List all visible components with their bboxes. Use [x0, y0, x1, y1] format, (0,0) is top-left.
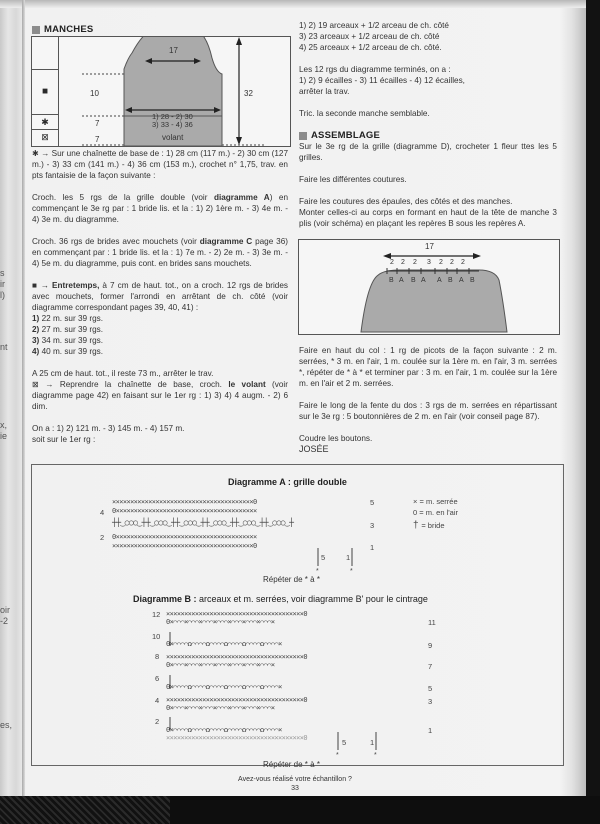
- row-number: 12: [152, 610, 161, 619]
- text: à 7 cm de haut. tot., on a croch. 12 rgs de brides avec mouchets, former l'arrondi en arrêtant de ch. côté (voir diagramme correspondant pages 39, 40, 41) :: [32, 281, 289, 312]
- para-seconde: Tric. la seconde manche semblable.: [299, 109, 430, 118]
- bleed-text: ir: [0, 279, 5, 289]
- diagram-b-row-4: ××××××××××××××××××××××××××××××××××××××0: [166, 696, 307, 704]
- diagram-b-row-5: 0×⌒⌒⌒⌒ꭥ⌒⌒⌒⌒ꭥ⌒⌒⌒⌒ꭥ⌒⌒⌒⌒ꭥ⌒⌒⌒⌒ꭥ⌒⌒⌒⌒×: [166, 683, 282, 691]
- row-number: 4: [100, 508, 105, 517]
- size-text: 40 m. sur 39 rgs.: [41, 347, 103, 356]
- marker-label: A: [437, 277, 442, 284]
- bleed-text: ie: [0, 431, 8, 441]
- bleed-text: -2: [0, 616, 9, 626]
- scan-texture: [0, 796, 170, 824]
- text: ■ →: [32, 281, 53, 290]
- arceaux-line: 4) 25 arceaux + 1/2 arceau de ch. côté.: [299, 43, 442, 52]
- diagram-c-ref: diagramme C: [199, 237, 253, 246]
- pleat-count: 2: [439, 259, 443, 266]
- arrowhead: [236, 37, 242, 45]
- pleat-count: 2: [461, 259, 465, 266]
- diagram-b-row-8: ××××××××××××××××××××××××××××××××××××××0: [166, 653, 307, 661]
- size-num: 3): [32, 336, 40, 345]
- section-height-label: 7: [95, 119, 100, 128]
- marker-label: B: [448, 277, 453, 284]
- repeat-count: 5: [321, 553, 326, 562]
- para-col: Faire en haut du col : 1 rg de picots de la façon suivante : 2 m. serrées, * 3 m. en l'air, 1 m. coulée sur la 1ère m. en l'air, 3 m. serrées *, répéter de * à * et terminer par : 3 m. en l'air, 1 m. coulée sur la 1ère m. en l'air et 2 m. serrées.: [299, 346, 557, 388]
- marker-label: A: [421, 277, 426, 284]
- text: ⊠ → Reprendre la chaînette de base, croch.: [32, 380, 229, 389]
- diagram-b-title: [133, 594, 428, 604]
- text: Croch. 36 rgs de brides avec mouchets (voir: [32, 237, 200, 246]
- boxed-x-icon: ⊠: [41, 132, 49, 142]
- para-epaules: Faire les coutures des épaules, des côtés et des manches.: [299, 197, 513, 206]
- text: page 36) en commençant par : 1 bride lis. et la : 1) 7e m. - 2) 2e m. - 3) 3e m. - 4) 5e m. du diagramme, puis cont. en brides sans mouchets.: [32, 237, 288, 268]
- assemblage-text: [299, 141, 557, 229]
- row-number: 8: [155, 652, 160, 661]
- para-base-sizes: 1) 28 cm (117 m.) - 2) 30 cm (127 m.) - 3) 33 cm (141 m.) - 4) 36 cm (153 m.), crochet n° 1,75, trav. en pts fantaisie de la façon suivante :: [32, 149, 288, 180]
- diagram-a-row-3: ┼┼‿○○○‿┼┼‿○○○‿┼┼‿○○○‿┼┼‿○○○‿┼┼‿○○○‿┼┼‿○○○‿┼: [112, 518, 294, 527]
- text: (voir diagramme page 42) en faisant sur le 1er rg : 1) 3) 4) 4 augm. - 2) 6 dim.: [32, 380, 288, 411]
- arceaux-line: 3) 23 arceaux + 1/2 arceau de ch. côté: [299, 32, 440, 41]
- diagram-b-base-row: ××××××××××××××××××××××××××××××××××××××0: [166, 734, 307, 742]
- footer-question: Avez-vous réalisé votre échantillon ?: [238, 776, 352, 783]
- para-12rgs: Les 12 rgs du diagramme terminés, on a :: [299, 65, 451, 74]
- diagram-b-row-11: 0×⌒⌒⌒×⌒⌒⌒×⌒⌒⌒×⌒⌒⌒×⌒⌒⌒×⌒⌒⌒×⌒⌒⌒×: [166, 618, 275, 626]
- sleeve-head-schematic: [298, 239, 560, 335]
- assemblage-heading: [299, 130, 380, 141]
- repeat-star: *: [374, 752, 377, 758]
- para-entretemps: [32, 280, 288, 313]
- diagram-b-repeat-label: Répéter de * à *: [263, 760, 320, 769]
- repeat-star: *: [336, 752, 339, 758]
- diagram-b-row-7: 0×⌒⌒⌒×⌒⌒⌒×⌒⌒⌒×⌒⌒⌒×⌒⌒⌒×⌒⌒⌒×⌒⌒⌒×: [166, 661, 275, 669]
- diagram-a-row-4: 0×××××××××××××××××××××××××××××××××××××××: [112, 507, 257, 515]
- manches-heading-text: MANCHES: [44, 24, 94, 35]
- legend-item-air: [413, 508, 458, 517]
- legend-label: = bride: [421, 521, 445, 530]
- marker-label: B: [411, 277, 416, 284]
- scan-bottom-edge: [0, 796, 600, 824]
- row-number: 5: [428, 684, 433, 693]
- marker-label: A: [399, 277, 404, 284]
- diagram-a-row-5: ×××××××××××××××××××××××××××××××××××××××0: [112, 498, 257, 506]
- row-number: 6: [155, 674, 160, 683]
- size-item: [32, 324, 288, 335]
- repeat-count: 1: [346, 553, 351, 562]
- sleeve-schematic: [31, 36, 291, 147]
- legend-label: = m. serrée: [419, 497, 458, 506]
- row-number: 9: [428, 641, 433, 650]
- row-number: 4: [155, 696, 160, 705]
- size-item: [32, 346, 288, 357]
- square-bullet-icon: [32, 26, 40, 34]
- pleat-count: 2: [450, 259, 454, 266]
- widths-line-1: 1) 28 - 2) 30: [152, 112, 193, 121]
- bleed-text: x,: [0, 420, 8, 430]
- size-item: [32, 313, 288, 324]
- bleed-text: es,: [0, 720, 13, 730]
- size-item: [32, 335, 288, 346]
- para-coutures: Faire les différentes coutures.: [299, 175, 407, 184]
- legend-item-serree: [413, 497, 458, 506]
- volant-ref: le volant: [228, 380, 266, 389]
- square-bullet-icon: [299, 132, 307, 140]
- para-grille: [32, 192, 288, 225]
- size-text: 34 m. sur 39 rgs.: [41, 336, 103, 345]
- row-number: 10: [152, 632, 161, 641]
- bleed-text: s: [0, 268, 5, 278]
- sizes-list: [32, 313, 288, 357]
- para-on-a: On a : 1) 2) 121 m. - 3) 145 m. - 4) 157 m.: [32, 424, 185, 433]
- diagram-a-row-2: 0×××××××××××××××××××××××××××××××××××××××: [112, 533, 257, 541]
- size-num: 1): [32, 314, 40, 323]
- left-column-text: [32, 148, 288, 445]
- asterisk-icon: ✱: [41, 116, 49, 127]
- row-number: 1: [370, 543, 375, 552]
- dc-symbol-icon: †: [413, 520, 419, 531]
- diagram-a-repeat-markers: [300, 548, 360, 574]
- diagram-b-row-1: 0×⌒⌒⌒⌒ꭥ⌒⌒⌒⌒ꭥ⌒⌒⌒⌒ꭥ⌒⌒⌒⌒ꭥ⌒⌒⌒⌒ꭥ⌒⌒⌒⌒×: [166, 726, 282, 734]
- sc-symbol-icon: ×: [413, 497, 418, 506]
- bleed-text: l): [0, 290, 5, 300]
- assemblage-heading-text: ASSEMBLAGE: [311, 130, 381, 141]
- legend-item-bride: [413, 520, 445, 531]
- legend-label: = m. en l'air: [419, 508, 459, 517]
- filled-square-icon: ■: [41, 86, 49, 97]
- page-fold: [22, 0, 25, 796]
- bleed-text: nt: [0, 342, 8, 352]
- widths-line-2: 3) 33 - 4) 36: [152, 120, 193, 129]
- para-boutons: Coudre les boutons.: [299, 434, 373, 443]
- manches-heading: [32, 24, 93, 35]
- bleed-text: oir: [0, 605, 11, 615]
- diagram-b-side-bride: [166, 620, 176, 730]
- diagram-b-title-bold: Diagramme B :: [133, 594, 197, 604]
- arrowhead: [236, 137, 242, 145]
- para-soit: soit sur le 1er rg :: [32, 435, 96, 444]
- right-column-text: [299, 20, 557, 119]
- signature: JOSÉE: [299, 444, 329, 454]
- text: Croch. les 5 rgs de la grille double (voir: [32, 193, 214, 202]
- size-text: 22 m. sur 39 rgs.: [41, 314, 103, 323]
- row-number: 1: [428, 726, 433, 735]
- row-number: 3: [428, 697, 433, 706]
- diagram-a-repeat-label: Répéter de * à *: [263, 575, 320, 584]
- size-text: 27 m. sur 39 rgs.: [41, 325, 103, 334]
- pleat-count: 2: [413, 259, 417, 266]
- para-arreter: arrêter la trav.: [299, 87, 350, 96]
- chain-symbol-icon: 0: [413, 508, 418, 517]
- section-height-label: 10: [90, 89, 99, 98]
- arrowhead: [473, 253, 481, 259]
- para-brides: [32, 236, 288, 269]
- text: ) en commençant le 3e rg par : 1 bride lis. et la : 1) 2) 1ère m. - 3) 4e m. - 4) 3e m. du diagramme.: [32, 193, 288, 224]
- para-25cm: A 25 cm de haut. tot., il reste 73 m., arrêter le trav.: [32, 369, 214, 378]
- diagram-a-title: [228, 477, 347, 487]
- marker-label: A: [459, 277, 464, 284]
- para-ecailles: 1) 2) 9 écailles - 3) 11 écailles - 4) 12 écailles,: [299, 76, 465, 85]
- diagram-b-row-9: 0×⌒⌒⌒⌒ꭥ⌒⌒⌒⌒ꭥ⌒⌒⌒⌒ꭥ⌒⌒⌒⌒ꭥ⌒⌒⌒⌒ꭥ⌒⌒⌒⌒×: [166, 640, 282, 648]
- pleat-count: 3: [427, 259, 431, 266]
- scan-right-edge: [586, 0, 600, 824]
- diagram-b-row-12: ××××××××××××××××××××××××××××××××××××××0: [166, 610, 307, 618]
- para-base-lead: ✱ → Sur une chaînette de base de :: [32, 149, 167, 158]
- width-label: 17: [425, 242, 434, 251]
- repeat-star: *: [350, 568, 353, 574]
- top-width-label: 17: [169, 46, 178, 55]
- row-number: 2: [155, 717, 160, 726]
- sleeve-head-svg: [299, 240, 559, 334]
- height-label: 32: [244, 89, 253, 98]
- size-num: 2): [32, 325, 40, 334]
- para-fente: Faire le long de la fente du dos : 3 rgs de m. serrées en répartissant sur le 3e rg : 5 boutonnières de 2 m. en l'air (voir conseil page 87).: [299, 401, 557, 421]
- para-base: [32, 148, 288, 181]
- diagram-a-title-text: Diagramme A : grille double: [228, 477, 347, 487]
- volant-label: volant: [162, 133, 184, 142]
- row-number: 11: [428, 618, 436, 627]
- marker-label: B: [470, 277, 475, 284]
- para-monter: Monter celles-ci au corps en formant en haut de la tête de manche 3 plis (voir schéma) en plaçant les repères B sous les repères A.: [299, 208, 557, 228]
- repeat-star: *: [316, 568, 319, 574]
- repeat-count: 1: [370, 738, 375, 747]
- page-top-shadow: [0, 0, 586, 8]
- section-height-label: 7: [95, 135, 100, 144]
- diagram-a-ref: diagramme A: [213, 193, 270, 202]
- size-num: 4): [32, 347, 40, 356]
- row-number: 5: [370, 498, 375, 507]
- diagram-a-row-1: ×××××××××××××××××××××××××××××××××××××××0: [112, 542, 257, 550]
- diagram-b-title-rest: arceaux et m. serrées, voir diagramme B' pour le cintrage: [196, 594, 428, 604]
- row-number: 7: [428, 662, 433, 671]
- para-fleur: Sur le 3e rg de la grille (diagramme D), crocheter 1 fleur ttes les 5 grilles.: [299, 142, 557, 162]
- row-number: 2: [100, 533, 105, 542]
- repeat-count: 5: [342, 738, 347, 747]
- arceaux-line: 1) 2) 19 arceaux + 1/2 arceau de ch. côté: [299, 21, 449, 30]
- entretemps-label: Entretemps,: [52, 281, 100, 290]
- para-volant: [32, 379, 288, 412]
- page-number: 33: [291, 785, 299, 792]
- finishing-text: [299, 345, 557, 455]
- marker-label: B: [389, 277, 394, 284]
- sleeve-head-shape: [361, 270, 507, 332]
- diagram-b-row-3: 0×⌒⌒⌒×⌒⌒⌒×⌒⌒⌒×⌒⌒⌒×⌒⌒⌒×⌒⌒⌒×⌒⌒⌒×: [166, 704, 275, 712]
- pleat-count: 2: [390, 259, 394, 266]
- pleat-count: 2: [401, 259, 405, 266]
- diagram-b-repeat-markers: [330, 732, 390, 758]
- row-number: 3: [370, 521, 375, 530]
